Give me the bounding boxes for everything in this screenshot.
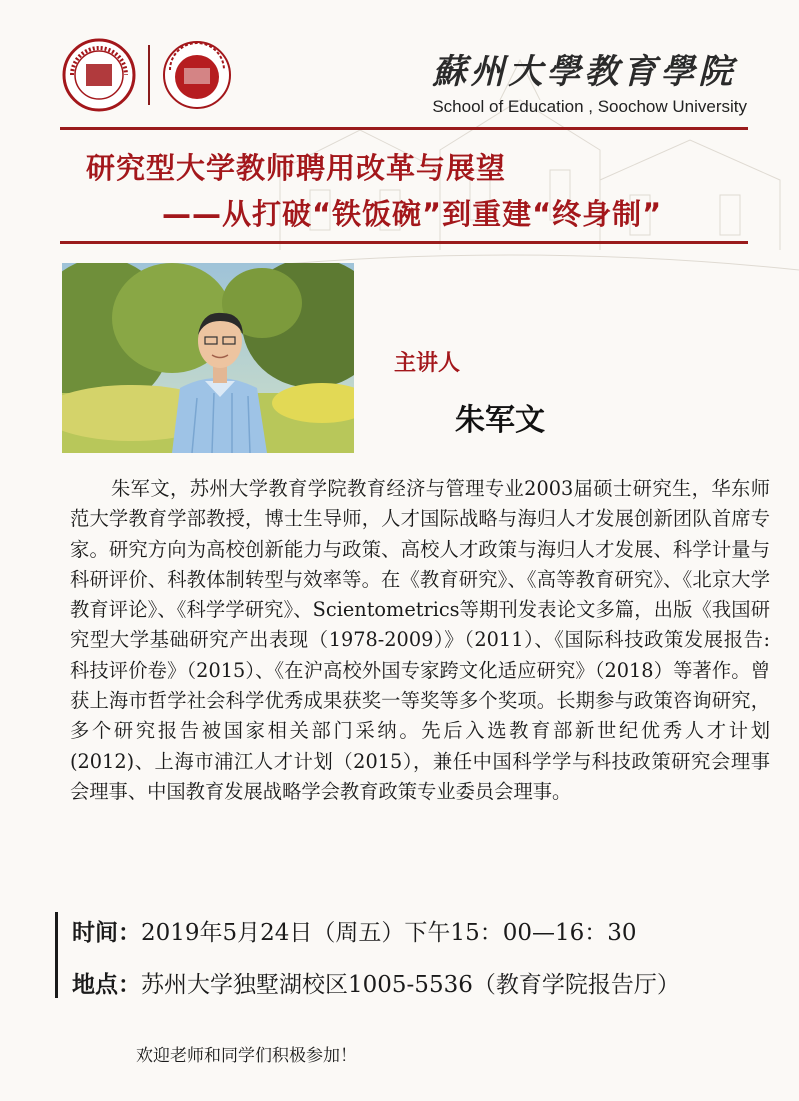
top-divider bbox=[60, 127, 748, 130]
speaker-photo bbox=[62, 263, 354, 453]
brand-chinese-name: 蘇州大學教育學院 bbox=[432, 52, 737, 92]
welcome-message: 欢迎老师和同学们积极参加！ bbox=[136, 1046, 357, 1066]
lecture-title-line2: ——从打破“铁饭碗”到重建“终身制” bbox=[162, 197, 663, 231]
event-info-bar bbox=[55, 912, 58, 998]
event-time bbox=[72, 914, 637, 947]
speaker-biography: 朱军文，苏州大学教育学院教育经济与管理专业2003届硕士研究生，华东师范大学教育学部教授，博士生导师，人才国际战略与海归人才发展创新团队首席专家。研究方向为高校创新能力与政策、高校人才政策与海归人才发展、科学计量与科研评价、科教体制转型与效率等。在《教育研究》、《高等教育研究》、《北京大学教育评论》、《科学学研究》、Scientometrics等期刊发表论文多篇，出版《我国研究型大学基础研究产出表现（1978-2009）》（2011）、《国际科技政策发展报告:科技评价卷》（2015）、《在沪高校外国专家跨文化适应研究》（2018）等著作。曾获上海市哲学社会科学优秀成果获奖一等奖等多个奖项。长期参与政策咨询研究，多个研究报告被国家相关部门采纳。先后入选教育部新世纪优秀人才计划(2012)、上海市浦江人才计划（2015），兼任中国科学学与科技政策研究会理事会理事、中国教育发展战略学会教育政策专业委员会理事。 bbox=[70, 477, 770, 803]
event-place bbox=[72, 966, 680, 999]
logo-group bbox=[62, 38, 232, 112]
speaker-label: 主讲人 bbox=[394, 351, 461, 376]
school-brand bbox=[432, 44, 747, 117]
lecture-title-line1: 研究型大学教师聘用改革与展望 bbox=[86, 151, 507, 185]
soochow-university-seal bbox=[62, 38, 136, 112]
title-divider bbox=[60, 241, 748, 244]
place-label: 地点： bbox=[72, 972, 141, 998]
brand-english-name: School of Education , Soochow University bbox=[432, 97, 747, 116]
school-of-education-emblem bbox=[162, 40, 232, 110]
time-value: 2019年5月24日（周五）下午15：00—16：30 bbox=[141, 920, 637, 946]
logo-divider bbox=[148, 45, 150, 105]
place-value: 苏州大学独墅湖校区1005-5536（教育学院报告厅） bbox=[141, 972, 680, 998]
speaker-name: 朱军文 bbox=[455, 403, 545, 438]
time-label: 时间： bbox=[72, 920, 141, 946]
